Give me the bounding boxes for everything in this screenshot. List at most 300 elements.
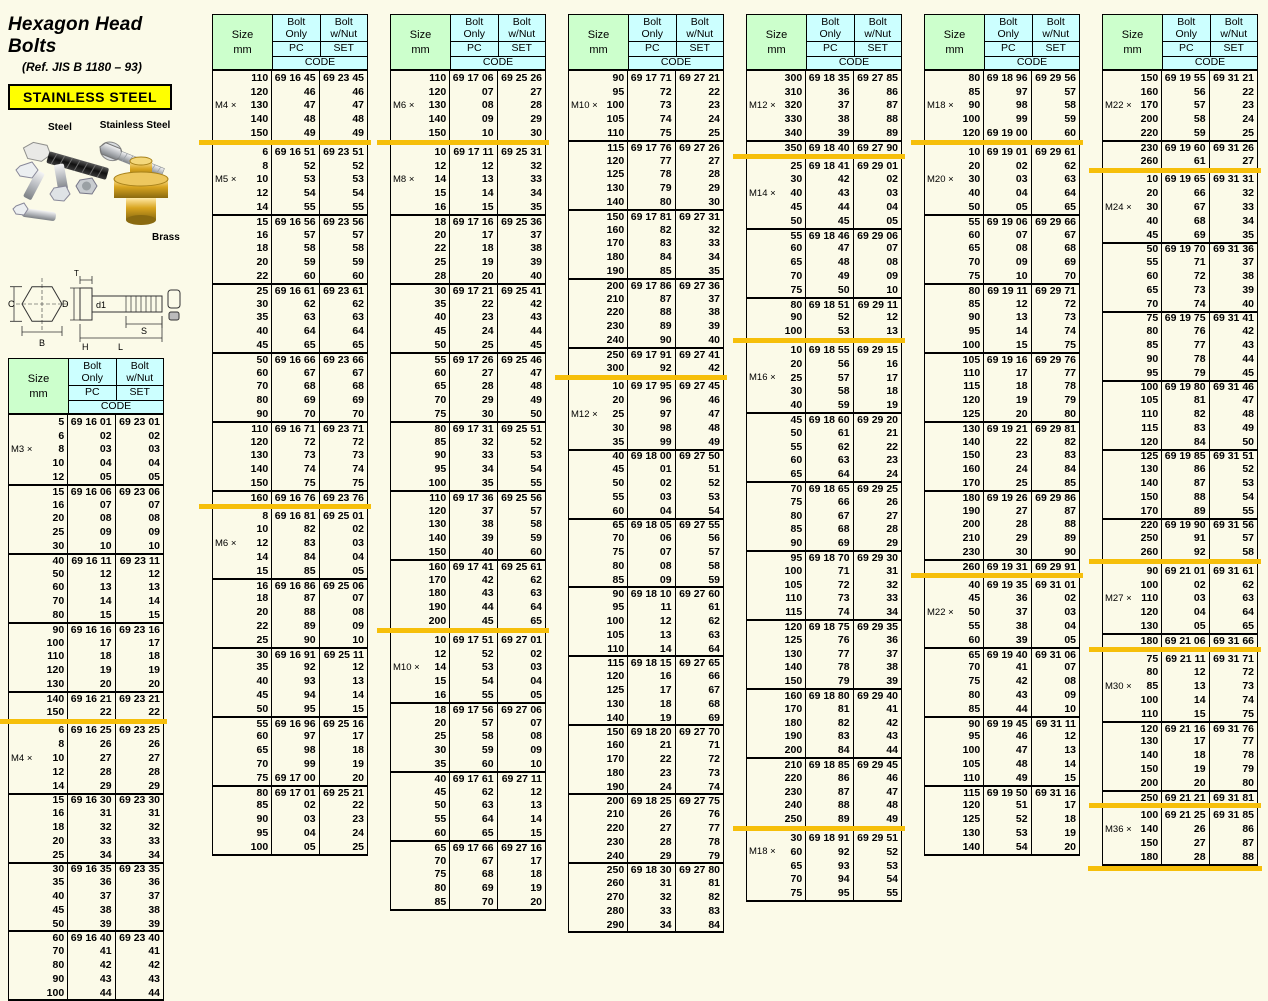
- size-value: 125: [606, 168, 625, 181]
- set-code-cell: 26: [886, 495, 898, 508]
- pc-code-cell: 01: [628, 462, 675, 476]
- set-header: SET: [499, 42, 546, 56]
- set-code-cell: 40: [708, 334, 720, 347]
- pc-code-cell: 89: [272, 619, 319, 633]
- size-cell: [391, 504, 450, 518]
- pc-code-cell: 03: [272, 812, 319, 826]
- pc-code-cell: 69 16 16: [68, 624, 115, 636]
- pc-code-cell: 83: [272, 536, 319, 550]
- table-row: [925, 311, 1079, 325]
- size-cell: [1103, 808, 1162, 822]
- pc-code-cell: 29: [450, 393, 497, 407]
- size-value: 18: [434, 703, 447, 716]
- size-cell: [1103, 707, 1162, 721]
- table-row: [391, 421, 545, 435]
- table-row: [925, 449, 1079, 463]
- header-row-2: [985, 41, 1079, 56]
- size-cell: [747, 299, 806, 311]
- set-code-cell: 34: [1242, 214, 1254, 227]
- size-cell: [925, 605, 984, 619]
- size-cell: [925, 812, 984, 826]
- set-code-cell: 69 27 60: [679, 588, 720, 601]
- size-value: 125: [784, 633, 803, 646]
- size-value: 25: [52, 526, 65, 539]
- table-row: [569, 655, 723, 669]
- label-line: Bolt: [1177, 16, 1196, 29]
- pc-code-cell: 08: [68, 512, 115, 526]
- label-line: Bolt: [334, 16, 353, 29]
- bolt-only-header: [69, 359, 117, 385]
- table-row: [747, 743, 901, 757]
- set-code-cell: 69 31 31: [1213, 173, 1254, 186]
- table-row: [925, 757, 1079, 771]
- pc-code-cell: 05: [1162, 619, 1209, 633]
- table-row: [213, 214, 367, 228]
- size-cell: [925, 216, 984, 228]
- size-cell: [569, 292, 628, 306]
- size-value: 105: [784, 578, 803, 591]
- pc-code-cell: 62: [806, 440, 853, 454]
- size-value: 12: [52, 765, 65, 778]
- pc-code-cell: 90: [272, 633, 319, 647]
- pc-code-cell: 69 19 26: [984, 492, 1031, 504]
- set-code-cell: 38: [1242, 270, 1254, 283]
- pc-code-cell: 57: [272, 228, 319, 242]
- section-separator: [1089, 168, 1261, 173]
- pc-code-cell: 69 17 56: [450, 704, 497, 716]
- size-value: 15: [52, 794, 65, 807]
- pc-code-cell: 07: [68, 498, 115, 512]
- set-code-cell: 43: [148, 972, 160, 985]
- size-cell: [747, 509, 806, 523]
- pc-code-cell: 13: [628, 628, 675, 642]
- size-cell: [747, 371, 806, 385]
- set-code-cell: 24: [1242, 113, 1254, 126]
- table-row: [9, 650, 163, 664]
- set-code-cell: 75: [1064, 339, 1076, 352]
- set-code-cell: 34: [148, 848, 160, 861]
- code-header: CODE: [807, 56, 901, 69]
- size-cell: [1103, 520, 1162, 532]
- pc-code-cell: 67: [806, 509, 853, 523]
- pc-code-cell: 15: [984, 338, 1031, 352]
- pc-code-cell: 14: [1162, 693, 1209, 707]
- size-cell: [213, 812, 272, 826]
- size-value: 70: [434, 854, 447, 867]
- set-code-cell: 69 27 45: [679, 380, 720, 393]
- size-value: 75: [1146, 652, 1159, 665]
- size-value: 160: [962, 463, 981, 476]
- set-code-cell: 53: [1242, 477, 1254, 489]
- pc-code-cell: 92: [1162, 545, 1209, 559]
- size-cell: [747, 324, 806, 338]
- size-cell: [569, 319, 628, 333]
- pc-code-cell: 75: [628, 126, 675, 140]
- size-cell: [9, 415, 68, 429]
- size-value: 200: [962, 518, 981, 531]
- size-cell: [569, 211, 628, 223]
- set-code-cell: 69 23 21: [119, 692, 160, 705]
- pc-code-cell: 44: [68, 986, 115, 1000]
- set-code-cell: 51: [708, 463, 720, 476]
- set-code-cell: 58: [352, 242, 364, 255]
- pc-code-cell: 69 19 85: [1162, 451, 1209, 463]
- size-cell: [569, 250, 628, 264]
- table-row: [925, 674, 1079, 688]
- set-code-cell: 63: [530, 587, 542, 600]
- size-value: 140: [428, 532, 447, 545]
- set-code-cell: 69: [708, 711, 720, 724]
- size-value: 150: [250, 477, 269, 489]
- size-value: 220: [606, 821, 625, 834]
- set-code-cell: 17: [886, 371, 898, 384]
- table-row: [9, 737, 163, 751]
- pc-code-cell: 52: [272, 159, 319, 173]
- pc-code-cell: 78: [1162, 352, 1209, 366]
- size-value: 14: [434, 661, 447, 674]
- set-code-cell: 10: [530, 757, 542, 770]
- size-value: 60: [968, 228, 981, 241]
- size-value: 170: [962, 477, 981, 489]
- diagram-label-h: H: [82, 342, 89, 352]
- pc-code-cell: 49: [984, 771, 1031, 785]
- pc-code-cell: 69 17 00: [272, 771, 319, 785]
- size-value: 80: [968, 71, 981, 84]
- pc-code-cell: 13: [984, 311, 1031, 325]
- size-value: 20: [256, 606, 269, 619]
- size-value: 350: [784, 141, 803, 154]
- table-row: [9, 608, 163, 622]
- size-cell: [391, 159, 450, 173]
- table-row: [925, 647, 1079, 661]
- table-row: [569, 738, 723, 752]
- size-label: Size: [409, 28, 432, 41]
- pc-code-cell: 69 18 65: [806, 483, 853, 495]
- set-code-cell: 37: [708, 292, 720, 305]
- table-body: [212, 71, 368, 856]
- set-code-cell: 34: [708, 251, 720, 264]
- size-cell: [213, 311, 272, 325]
- size-value: 130: [962, 422, 981, 435]
- set-code-cell: 44: [148, 986, 160, 999]
- table-row: [213, 743, 367, 757]
- pc-code-cell: 22: [984, 435, 1031, 449]
- table-row: [569, 724, 723, 738]
- size-cell: [747, 633, 806, 647]
- size-cell: [9, 705, 68, 719]
- pc-code-cell: 88: [1162, 490, 1209, 504]
- table-row: [1103, 154, 1257, 168]
- size-cell: [1103, 352, 1162, 366]
- size-value: 95: [256, 826, 269, 839]
- size-value: 95: [434, 463, 447, 476]
- table-row: [925, 297, 1079, 311]
- size-value: 50: [1146, 243, 1159, 256]
- table-row: [925, 504, 1079, 518]
- pc-code-cell: 45: [450, 614, 497, 628]
- set-code-cell: 77: [708, 821, 720, 834]
- size-cell: [9, 932, 68, 944]
- label-line: w/Nut: [330, 28, 358, 41]
- set-code-cell: 12: [886, 311, 898, 324]
- size-cell: [391, 757, 450, 771]
- pc-code-cell: 07: [984, 228, 1031, 242]
- size-value: 75: [790, 495, 803, 508]
- pc-code-cell: 07: [628, 545, 675, 559]
- size-value: 140: [1140, 477, 1159, 489]
- size-value: 45: [968, 592, 981, 605]
- table-row: [925, 393, 1079, 407]
- set-header: SET: [1211, 42, 1258, 56]
- set-code-cell: 88: [1064, 518, 1076, 531]
- size-value: 14: [434, 173, 447, 186]
- table-row: [1103, 564, 1257, 578]
- bolt-wnut-header: [855, 15, 902, 41]
- size-value: 6: [58, 429, 65, 442]
- table-row: [1103, 380, 1257, 394]
- size-cell: [1103, 99, 1162, 113]
- bolt-code-table-5: [746, 14, 902, 902]
- size-value: 45: [612, 463, 625, 476]
- size-cell: [925, 99, 984, 113]
- table-row: [1103, 283, 1257, 297]
- bolt-only-header: [1163, 15, 1211, 41]
- size-cell: [1103, 200, 1162, 214]
- size-value: 70: [968, 661, 981, 674]
- table-row: [569, 918, 723, 932]
- size-value: 280: [606, 904, 625, 917]
- size-cell: [391, 285, 450, 297]
- size-cell: [747, 743, 806, 757]
- pc-code-cell: 69 19 06: [984, 216, 1031, 228]
- pc-code-cell: 65: [272, 338, 319, 352]
- size-value: 40: [256, 325, 269, 338]
- set-code-cell: 56: [708, 532, 720, 545]
- pc-code-cell: 06: [628, 531, 675, 545]
- table-row: [391, 504, 545, 518]
- pc-code-cell: 95: [806, 886, 853, 900]
- table-row: [9, 903, 163, 917]
- size-unit: mm: [589, 43, 608, 56]
- table-row: [391, 462, 545, 476]
- size-cell: [569, 280, 628, 292]
- size-value: 140: [46, 692, 65, 705]
- table-row: [1103, 665, 1257, 679]
- set-code-cell: 41: [148, 945, 160, 958]
- table-body: [924, 71, 1080, 856]
- size-cell: [925, 826, 984, 840]
- size-cell: [1103, 407, 1162, 421]
- size-cell: [213, 71, 272, 85]
- size-value: 70: [1146, 297, 1159, 310]
- size-cell: [569, 849, 628, 863]
- pc-code-cell: 49: [272, 126, 319, 140]
- pc-code-cell: 83: [806, 729, 853, 743]
- pc-code-cell: 74: [806, 605, 853, 619]
- set-code-cell: 59: [1064, 113, 1076, 126]
- set-code-cell: 35: [708, 265, 720, 278]
- pc-code-cell: 71: [806, 564, 853, 578]
- size-cell: [391, 462, 450, 476]
- pc-code-cell: 18: [450, 242, 497, 256]
- set-code-cell: 22: [352, 799, 364, 812]
- table-row: [925, 462, 1079, 476]
- size-cell: [569, 807, 628, 821]
- size-value: 210: [606, 292, 625, 305]
- thread-label: M27 ×: [1105, 592, 1132, 604]
- table-row: [213, 812, 367, 826]
- table-row: [1103, 421, 1257, 435]
- pc-code-cell: 04: [1162, 605, 1209, 619]
- set-code-cell: 69 31 46: [1213, 381, 1254, 394]
- set-code-cell: 79: [708, 849, 720, 862]
- size-cell: [391, 518, 450, 532]
- size-value: 20: [968, 159, 981, 172]
- pc-code-cell: 88: [628, 306, 675, 320]
- size-value: 40: [612, 450, 625, 463]
- set-code-cell: 35: [530, 201, 542, 214]
- size-value: 20: [434, 228, 447, 241]
- pc-code-cell: 19: [450, 255, 497, 269]
- size-cell: [213, 729, 272, 743]
- size-cell: [747, 605, 806, 619]
- size-value: 20: [52, 834, 65, 847]
- set-code-cell: 69 29 91: [1035, 560, 1076, 573]
- table-row: [1103, 242, 1257, 256]
- pc-code-cell: 69 19 45: [984, 718, 1031, 730]
- set-code-cell: 19: [148, 664, 160, 677]
- pc-code-cell: 69 17 31: [450, 423, 497, 435]
- size-value: 10: [256, 523, 269, 536]
- table-row: [747, 605, 901, 619]
- table-row: [569, 223, 723, 237]
- size-cell: [9, 429, 68, 443]
- size-value: 65: [612, 519, 625, 532]
- size-cell: [747, 214, 806, 228]
- table-row: [747, 812, 901, 826]
- size-cell: [925, 338, 984, 352]
- pc-code-cell: 41: [984, 660, 1031, 674]
- set-code-cell: 07: [886, 242, 898, 255]
- size-value: 15: [256, 564, 269, 577]
- size-cell: [1103, 619, 1162, 633]
- table-row: [1103, 449, 1257, 463]
- set-code-cell: 77: [1242, 735, 1254, 748]
- set-code-cell: 36: [148, 876, 160, 889]
- set-code-cell: 04: [886, 201, 898, 214]
- pc-code-cell: 58: [806, 385, 853, 399]
- table-row: [569, 195, 723, 209]
- size-cell: [1103, 154, 1162, 168]
- set-code-cell: 07: [148, 498, 160, 511]
- size-cell: [925, 145, 984, 159]
- set-code-cell: 69 29 01: [857, 159, 898, 172]
- size-value: 250: [606, 348, 625, 361]
- table-row: [1103, 173, 1257, 187]
- size-cell: [391, 573, 450, 587]
- size-value: 120: [428, 85, 447, 98]
- pc-code-cell: 39: [984, 633, 1031, 647]
- size-value: 18: [434, 215, 447, 228]
- size-cell: [925, 531, 984, 545]
- set-code-cell: 41: [886, 702, 898, 715]
- size-cell: [747, 454, 806, 468]
- set-code-cell: 69 27 31: [679, 210, 720, 223]
- pc-code-cell: 34: [628, 918, 675, 932]
- table-row: [1103, 578, 1257, 592]
- size-cell: [569, 71, 628, 85]
- size-cell: [747, 112, 806, 126]
- size-cell: [925, 228, 984, 242]
- pc-code-cell: 83: [1162, 421, 1209, 435]
- size-cell: [569, 85, 628, 99]
- size-cell: [391, 545, 450, 559]
- size-value: 60: [790, 242, 803, 255]
- size-value: 125: [962, 813, 981, 826]
- set-code-cell: 69 25 21: [323, 786, 364, 799]
- pc-code-cell: 43: [806, 186, 853, 200]
- set-code-cell: 69 25 41: [501, 284, 542, 297]
- section-separator: [1089, 647, 1261, 652]
- pc-code-cell: 73: [272, 449, 319, 463]
- table-row: [213, 476, 367, 490]
- table-row: [213, 85, 367, 99]
- table-row: [569, 573, 723, 587]
- table-row: [1103, 518, 1257, 532]
- set-code-cell: 10: [1064, 702, 1076, 715]
- size-value: 60: [612, 504, 625, 517]
- table-row: [1103, 435, 1257, 449]
- pc-code-cell: 88: [806, 798, 853, 812]
- size-cell: [569, 918, 628, 932]
- pc-code-cell: 27: [68, 751, 115, 765]
- code-headers: [273, 15, 367, 69]
- set-code-cell: 63: [1242, 592, 1254, 605]
- size-value: 230: [962, 545, 981, 558]
- size-value: 90: [1146, 352, 1159, 365]
- code-headers: [629, 15, 723, 69]
- size-unit: mm: [411, 43, 430, 56]
- pc-code-cell: 74: [628, 112, 675, 126]
- table-row: [747, 454, 901, 468]
- table-row: [391, 812, 545, 826]
- set-code-cell: 58: [1242, 545, 1254, 558]
- pc-code-cell: 97: [984, 85, 1031, 99]
- set-code-cell: 77: [1064, 366, 1076, 379]
- set-code-cell: 24: [352, 826, 364, 839]
- set-code-cell: 72: [352, 435, 364, 448]
- table-row: [213, 490, 367, 504]
- set-code-cell: 24: [886, 468, 898, 481]
- set-code-cell: 28: [148, 765, 160, 778]
- table-row: [213, 591, 367, 605]
- size-value: 10: [434, 633, 447, 646]
- thread-label: M12 ×: [749, 99, 776, 111]
- size-cell: [391, 798, 450, 812]
- table-row: [391, 283, 545, 297]
- size-label: Size: [765, 28, 788, 41]
- header-row-1: [807, 15, 901, 41]
- set-code-cell: 19: [1064, 826, 1076, 839]
- pc-code-cell: 69 17 36: [450, 492, 497, 504]
- size-cell: [925, 449, 984, 463]
- pc-code-cell: 51: [984, 798, 1031, 812]
- table-row: [747, 757, 901, 771]
- size-cell: [391, 393, 450, 407]
- pc-code-cell: 20: [984, 407, 1031, 421]
- pc-code-cell: 23: [984, 449, 1031, 463]
- size-value: 70: [52, 595, 65, 608]
